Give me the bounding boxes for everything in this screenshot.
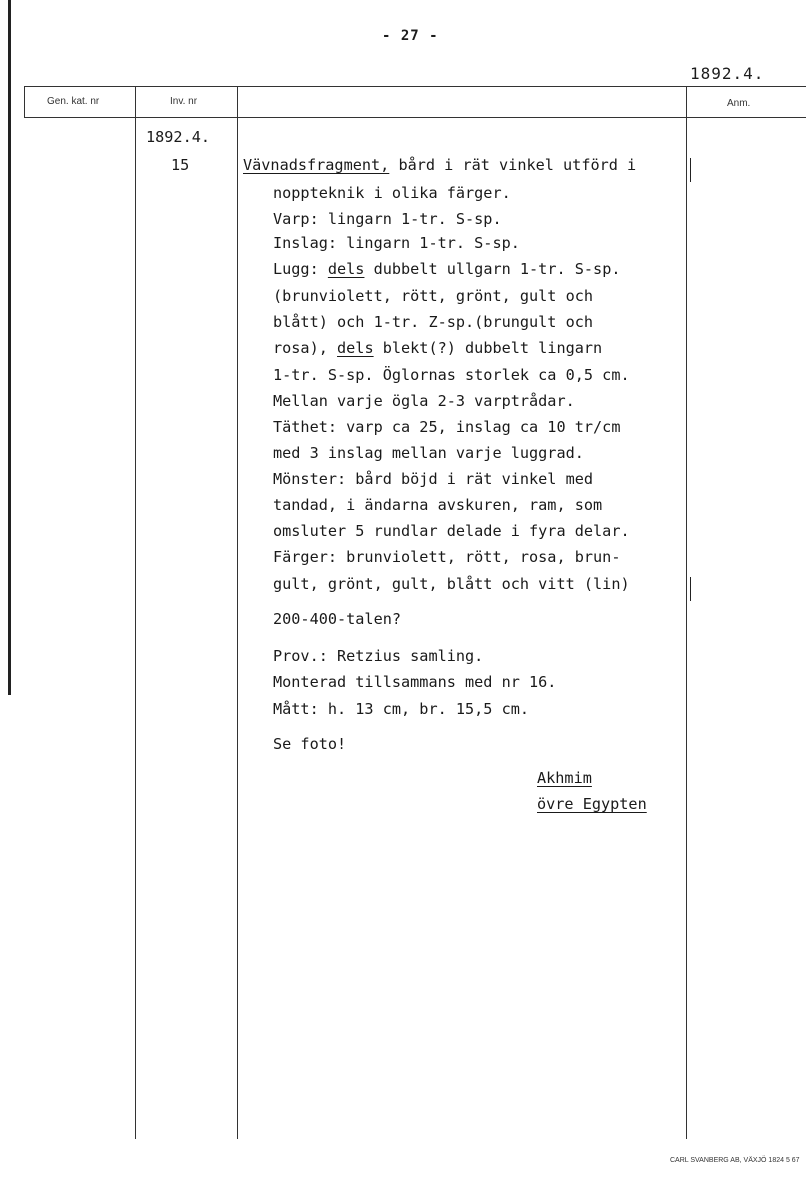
inventory-number: 15 xyxy=(171,156,190,174)
description-line-16: Färger: brunviolett, rött, rosa, brun- xyxy=(273,548,621,566)
description-line-5-b: dubbelt ullgarn 1-tr. S-sp. xyxy=(364,260,621,278)
dating-line: 200-400-talen? xyxy=(273,610,402,628)
column-divider-1 xyxy=(135,86,136,1139)
description-line-2: noppteknik i olika färger. xyxy=(273,184,511,202)
description-line-8-underline: dels xyxy=(337,339,374,357)
description-line-11: Täthet: varp ca 25, inslag ca 10 tr/cm xyxy=(273,418,621,436)
description-line-8-a: rosa), xyxy=(273,339,338,357)
find-place: Akhmim xyxy=(537,769,592,787)
description-line-6: (brunviolett, rött, grönt, gult och xyxy=(273,287,594,305)
description-line-5-a: Lugg: xyxy=(273,260,328,278)
description-line-10: Mellan varje ögla 2-3 varptrådar. xyxy=(273,392,575,410)
photo-note: Se foto! xyxy=(273,735,347,753)
printer-imprint: CARL SVANBERG AB, VÄXJÖ 1824 5 67 xyxy=(670,1157,800,1164)
find-region: övre Egypten xyxy=(537,795,647,813)
mounted-line: Monterad tillsammans med nr 16. xyxy=(273,673,557,691)
header-gen-kat-nr: Gen. kat. nr xyxy=(47,96,100,107)
annotation-mark-1 xyxy=(690,158,691,182)
page-reference: 1892.4. xyxy=(690,64,765,83)
description-line-8 xyxy=(273,341,602,356)
description-line-3: Varp: lingarn 1-tr. S-sp. xyxy=(273,210,502,228)
description-line-1 xyxy=(243,158,636,173)
inventory-series: 1892.4. xyxy=(146,128,211,146)
description-line-15: omsluter 5 rundlar delade i fyra delar. xyxy=(273,522,630,540)
header-anm: Anm. xyxy=(727,98,751,109)
object-title: Vävnadsfragment, xyxy=(243,156,390,174)
description-line-14: tandad, i ändarna avskuren, ram, som xyxy=(273,496,603,514)
column-divider-3 xyxy=(686,86,687,1139)
description-line-5-underline: dels xyxy=(327,260,365,278)
table-header-rule xyxy=(24,117,806,118)
description-line-5 xyxy=(273,262,620,277)
measurements-line: Mått: h. 13 cm, br. 15,5 cm. xyxy=(273,700,530,718)
provenance-line: Prov.: Retzius samling. xyxy=(273,647,484,665)
page-number: - 27 - xyxy=(382,28,439,44)
description-line-17: gult, grönt, gult, blått och vitt (lin) xyxy=(273,575,630,593)
description-line-7: blått) och 1-tr. Z-sp.(brungult och xyxy=(273,313,594,331)
table-left-border xyxy=(24,86,25,118)
description-line-13: Mönster: bård böjd i rät vinkel med xyxy=(273,470,594,488)
column-divider-2 xyxy=(237,86,238,1139)
description-line-4: Inslag: lingarn 1-tr. S-sp. xyxy=(273,234,520,252)
description-line-8-b: blekt(?) dubbelt lingarn xyxy=(373,339,603,357)
table-top-rule xyxy=(24,86,806,87)
description-line-12: med 3 inslag mellan varje luggrad. xyxy=(273,444,584,462)
description-line-9: 1-tr. S-sp. Öglornas storlek ca 0,5 cm. xyxy=(273,366,630,384)
description-line-1-rest: bård i rät vinkel utförd i xyxy=(389,156,637,174)
annotation-mark-2 xyxy=(690,577,691,601)
page-edge-bar xyxy=(8,0,11,695)
header-inv-nr: Inv. nr xyxy=(170,96,198,107)
